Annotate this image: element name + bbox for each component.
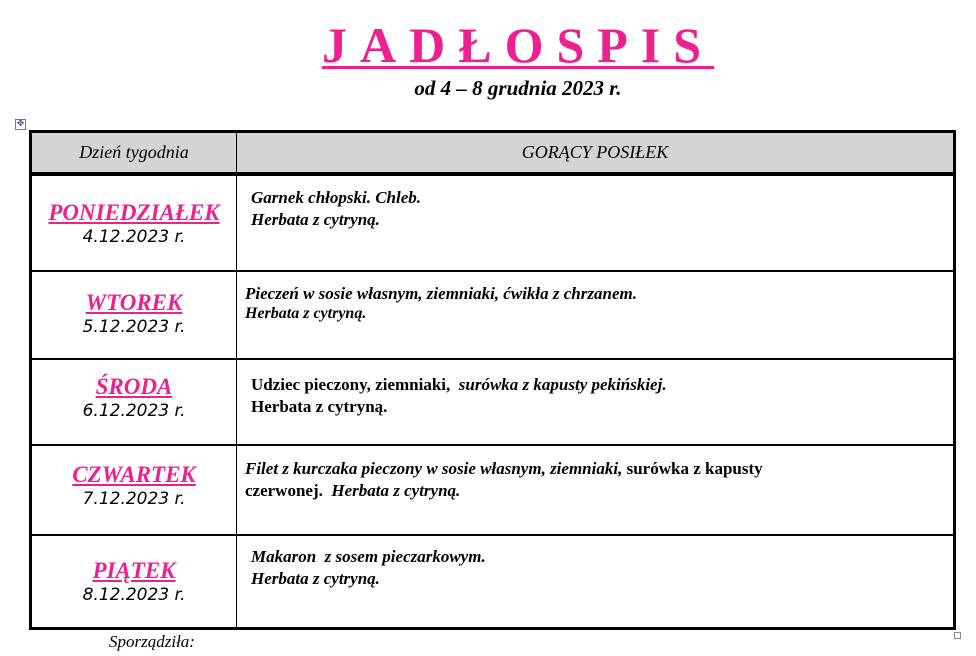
meal-line bbox=[245, 458, 953, 480]
table-header-row bbox=[32, 133, 953, 174]
meal-line: Makaron z sosem pieczarkowym. bbox=[251, 547, 486, 566]
meal-text: Filet z kurczaka pieczony w sosie własnym, ziemniaki, bbox=[245, 459, 623, 478]
meal-line: Pieczeń w sosie własnym, ziemniaki, ćwikła z chrzanem. bbox=[245, 284, 637, 303]
day-date: 7.12.2023 r. bbox=[82, 489, 186, 509]
document-title: JADŁOSPIS bbox=[322, 17, 715, 73]
table-row bbox=[32, 174, 953, 270]
table-row bbox=[32, 534, 953, 627]
meal-line: Herbata z cytryną. bbox=[251, 569, 380, 588]
day-name: PIĄTEK bbox=[92, 558, 176, 583]
meal-cell bbox=[237, 360, 953, 444]
table-row bbox=[32, 270, 953, 358]
table-row bbox=[32, 358, 953, 444]
day-date: 8.12.2023 r. bbox=[82, 585, 186, 605]
table-resize-handle[interactable] bbox=[954, 632, 961, 639]
menu-table bbox=[29, 130, 956, 630]
day-date: 4.12.2023 r. bbox=[82, 227, 186, 247]
meal-line bbox=[245, 480, 953, 502]
day-name: ŚRODA bbox=[95, 374, 173, 399]
header-day: Dzień tygodnia bbox=[32, 133, 237, 172]
table-row bbox=[32, 444, 953, 534]
meal-text: Herbata z cytryną. bbox=[331, 481, 461, 500]
table-move-icon[interactable]: ✥ bbox=[16, 119, 25, 129]
meal-line: Herbata z cytryną. bbox=[251, 397, 388, 416]
day-name: CZWARTEK bbox=[72, 462, 196, 487]
meal-text: czerwonej. bbox=[245, 481, 323, 500]
meal-text: surówka z kapusty bbox=[626, 459, 763, 478]
meal-text: surówka z kapusty pekińskiej. bbox=[458, 375, 667, 394]
day-name: WTOREK bbox=[85, 290, 183, 315]
header-meal: GORĄCY POSIŁEK bbox=[521, 142, 669, 162]
meal-line: Herbata z cytryną. bbox=[245, 305, 367, 322]
meal-cell bbox=[237, 272, 953, 358]
meal-line: Garnek chłopski. Chleb. bbox=[251, 188, 422, 207]
footer-signature-label: Sporządziła: bbox=[109, 632, 195, 651]
day-date: 6.12.2023 r. bbox=[82, 401, 186, 421]
meal-line bbox=[251, 374, 953, 396]
meal-cell bbox=[237, 446, 953, 534]
meal-cell bbox=[237, 176, 953, 270]
meal-cell bbox=[237, 536, 953, 627]
meal-line: Herbata z cytryną. bbox=[251, 210, 380, 229]
document-subtitle: od 4 – 8 grudnia 2023 r. bbox=[414, 76, 622, 100]
day-name: PONIEDZIAŁEK bbox=[48, 200, 220, 225]
meal-text: Udziec pieczony, ziemniaki, bbox=[251, 375, 451, 394]
day-date: 5.12.2023 r. bbox=[82, 317, 186, 337]
